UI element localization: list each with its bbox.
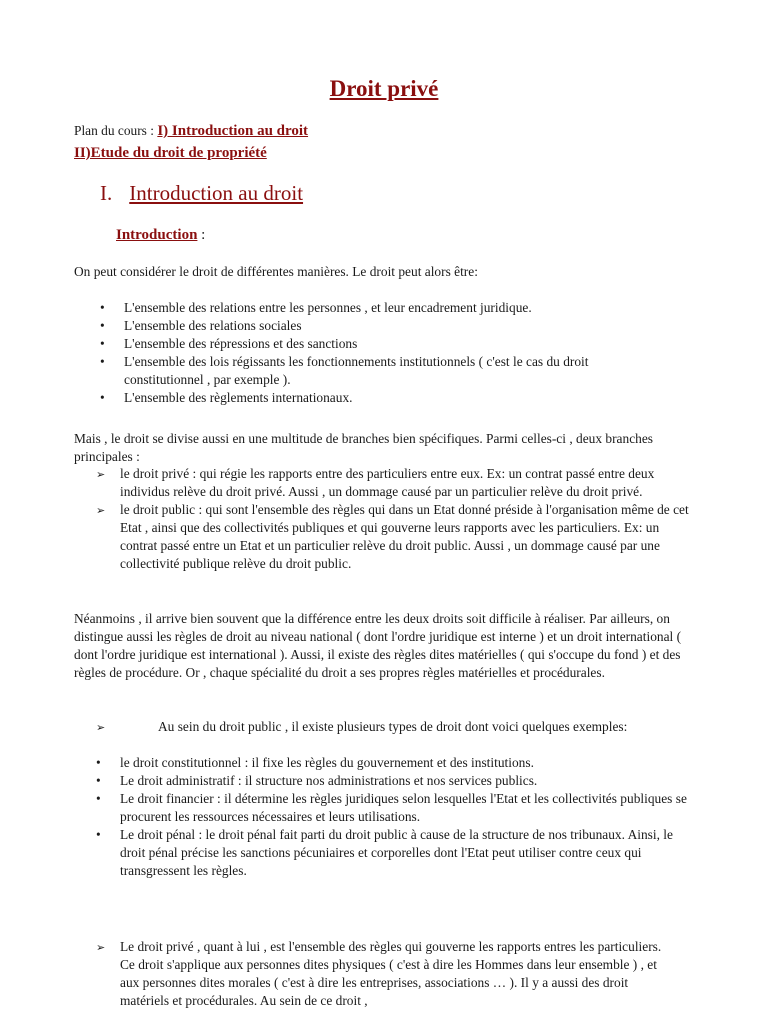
section-title: Introduction au droit [129, 181, 304, 205]
arrow-bullet-icon: ➢ [96, 504, 106, 517]
list-item: ➢ le droit public : qui sont l'ensemble des règles qui dans un Etat donné préside à l'organisation même de cet Etat , ainsi que des collectivités publiques et qui gouverne leurs rapports avec les particuliers. Ex: un contrat passé entre un Etat et un particulier relève du droit public. Aussi , un dommage causé par une collectivité publique relève du droit public. [96, 502, 689, 571]
bullet-icon: • [100, 318, 105, 333]
course-plan [74, 120, 308, 164]
list-item: • L'ensemble des lois régissants les fonctionnements institutionnels ( c'est le cas du droit constitutionnel , par exemple ). [100, 354, 589, 387]
branches-list [96, 465, 690, 573]
section-number: I. [100, 181, 113, 205]
list-item: ➢ le droit privé : qui régie les rapports entre des particuliers entre eux. Ex: un contrat passé entre deux individus relève du droit privé. Aussi , un dommage causé par un particulier relève du droit privé. [96, 466, 655, 499]
list-item: • L'ensemble des relations entre les personnes , et leur encadrement juridique. [100, 300, 532, 315]
section-heading [100, 178, 303, 208]
list-item: • L'ensemble des règlements internationaux. [100, 390, 353, 405]
arrow-bullet-icon: ➢ [96, 468, 106, 481]
list-item: • L'ensemble des répressions et des sanctions [100, 336, 358, 351]
plan-link-propriete[interactable]: II)Etude du droit de propriété [74, 145, 267, 161]
bullet-icon: • [100, 390, 105, 405]
bullet-icon: • [96, 773, 101, 788]
subsection-suffix: : [197, 227, 206, 243]
neanmoins-paragraph: Néanmoins , il arrive bien souvent que la différence entre les deux droits soit difficile à réaliser. Par ailleurs, on distingue aussi les règles de droit au niveau national ( dont l'ordre juridique est interne ) et un droit international ( dont l'ordre juridique est international ). Aussi, il existe des règles dites matérielles ( qui s'occupe du fond ) et des règles de procédure. Or , chaque spécialité du droit a ses propres règles matérielles et procédurales. [74, 611, 682, 680]
public-intro-text: Au sein du droit public , il existe plusieurs types de droit dont voici quelques exemples: [158, 719, 628, 734]
public-intro [96, 718, 680, 736]
plan-link-introduction[interactable]: I) Introduction au droit [157, 123, 309, 139]
bullet-icon: • [96, 827, 101, 842]
bullet-icon: • [100, 354, 105, 369]
subsection-heading [116, 224, 205, 246]
document-title: Droit privé [329, 76, 439, 101]
bullet-icon: • [100, 300, 105, 315]
bullet-icon: • [96, 755, 101, 770]
list-item: • Le droit financier : il détermine les règles juridiques selon lesquelles l'Etat et les collectivités publiques se procurent les ressources nécessaires et leurs utilisations. [96, 791, 687, 824]
list-item: • le droit constitutionnel : il fixe les règles du gouvernement et des institutions. [96, 755, 534, 770]
branches-paragraph: Mais , le droit se divise aussi en une multitude de branches bien spécifiques. Parmi celles-ci , deux branches principales : [74, 431, 653, 464]
intro-list [100, 299, 664, 407]
arrow-bullet-icon: ➢ [96, 941, 106, 954]
prive-paragraph [96, 938, 675, 1010]
list-item: • Le droit pénal : le droit pénal fait parti du droit public à cause de la structure de nos tribunaux. Ainsi, le droit pénal précise les sanctions pécuniaires et corporelles dont l'Etat peut utiliser contre ceux qui transgressent les règles. [96, 827, 673, 878]
list-item: • L'ensemble des relations sociales [100, 318, 302, 333]
bullet-icon: • [100, 336, 105, 351]
bullet-icon: • [96, 791, 101, 806]
plan-label: Plan du cours : [74, 123, 154, 138]
public-list [96, 754, 700, 880]
subsection-title: Introduction [116, 227, 198, 243]
list-item: • Le droit administratif : il structure nos administrations et nos services publics. [96, 773, 538, 788]
prive-text: Le droit privé , quant à lui , est l'ensemble des règles qui gouverne les rapports entres les particuliers. Ce droit s'applique aux personnes dites physiques ( c'est à dire les Hommes dans leur ensemble ) , et aux personnes dites morales ( c'est à dire les entreprises, associations … ). Il y a aussi des droit matériels et procédurales. Au sein de ce droit , [120, 939, 662, 1008]
arrow-bullet-icon: ➢ [96, 721, 106, 734]
intro-paragraph: On peut considérer le droit de différentes manières. Le droit peut alors être: [74, 264, 478, 279]
